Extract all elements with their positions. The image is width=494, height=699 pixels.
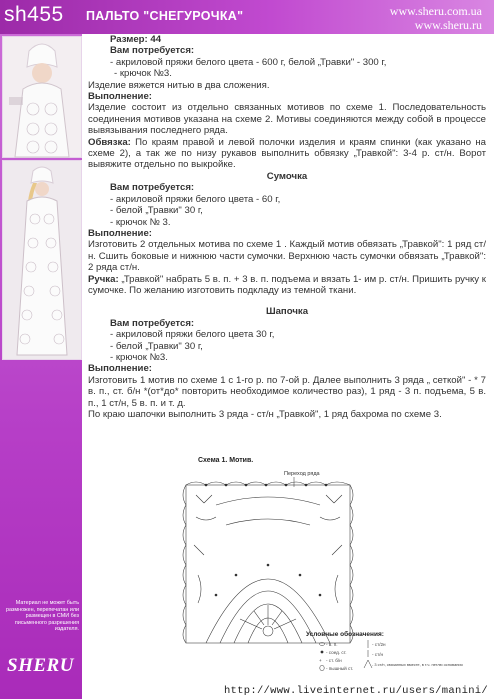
chain-stitch-icon <box>320 643 325 646</box>
legend-item-2: - соед. ст. <box>326 650 347 655</box>
hat-material-3: - крючок №3. <box>110 351 168 363</box>
hat-exec-heading: Выполнение: <box>88 363 152 375</box>
motif-chart-symbols <box>183 482 353 643</box>
bag-need-heading: Вам потребуется: <box>110 182 195 194</box>
coat-exec-heading: Выполнение: <box>88 91 152 103</box>
bag-exec-text: Изготовить 2 отдельных мотива по схеме 1 . Каждый мотив обвязать „Травкой": 1 ряд ст/н. Сшить боковые и нижнюю части сумочки. Верхнюю часть сумочки обвязать „Травкой": 2 ряда ст/н. <box>88 239 486 274</box>
legend-item-6: - ст/н <box>372 652 384 657</box>
hat-edge-text: По краю шапочки выполнить 3 ряда - ст/н „Травкой", 1 ряд бахрома по схеме 3. <box>88 409 442 420</box>
spacer <box>88 296 486 306</box>
coat-exec-text: Изделие состоит из отдельно связанных мотивов по схеме 1. Последовательность соединения мотивов указана на схеме 2. Мотивы соединяются между собой в процессе вывязывания последнего ряда. <box>88 102 486 137</box>
bag-title: Сумочка <box>266 170 308 182</box>
bag-material-2: - белой „Травки" 30 г, <box>110 205 203 217</box>
bag-handle-label: Ручка: <box>88 273 119 285</box>
coat-material-1: - акриловой пряжи белого цвета - 600 г, белой „Травки" - 300 г, <box>110 56 387 68</box>
legend-title: Условные обозначения: <box>306 631 384 638</box>
website-link-ru[interactable]: www.sheru.ru <box>414 18 482 32</box>
bag-handle-paragraph <box>88 274 486 297</box>
pattern-code: sh455 <box>4 3 64 26</box>
coat-note: Изделие вяжется нитью в два сложения. <box>88 79 270 91</box>
coat-border-label: Обвязка: <box>88 136 131 148</box>
coat-need-heading: Вам потребуется: <box>110 45 195 57</box>
coat-size: Размер: 44 <box>110 34 162 45</box>
hat-title: Шапочка <box>265 306 309 318</box>
hat-material-2: - белой „Травки" 30 г, <box>110 340 203 352</box>
legend-item-1: - в. п. <box>326 642 338 647</box>
brand-logo: SHERU <box>7 655 74 676</box>
legend-item-7: - 3 ст/н, связанных вместе, в т.ч. петлю основания <box>372 662 463 667</box>
coat-closeup-image <box>3 37 81 157</box>
bag-material-3: - крючок № 3. <box>110 216 171 228</box>
slip-stitch-icon <box>321 651 324 654</box>
photo-coat-full <box>2 160 82 360</box>
page-header <box>0 0 494 34</box>
puff-stitch-icon <box>320 665 324 671</box>
coat-border-text: По краям правой и левой полочки изделия и краям спинки (как указано на схеме 2), а так же по низу рукавов выполнить обвязку „Травкой": 3-4 р. ст/н. Ворот вывяжите отдельно по выкройке. <box>88 136 486 171</box>
motif-diagram <box>176 455 358 645</box>
bag-exec-heading: Выполнение: <box>88 227 152 239</box>
legend-item-3: - ст. б/н <box>326 658 342 663</box>
copyright-notice: Материал не может быть размножен, перепечатан или размещен в СМИ без письменного разрешения издателя. <box>6 600 79 633</box>
diagram-transition-label: Переход ряда <box>284 471 320 477</box>
pattern-title: ПАЛЬТО "СНЕГУРОЧКА" <box>86 9 244 23</box>
source-url[interactable]: http://www.liveinternet.ru/users/manini/ <box>223 685 488 697</box>
legend-item-5: - ст/2н <box>372 642 386 647</box>
coat-full-image <box>3 161 81 359</box>
coat-border-paragraph <box>88 137 486 171</box>
pattern-text <box>88 34 486 420</box>
website-link-ua[interactable]: www.sheru.com.ua <box>389 4 482 18</box>
hat-exec-text: Изготовить 1 мотив по схеме 1 с 1-го р. по 7-ой р. Далее выполнить 3 ряда „ сеткой" - * 7 в. п., ст. б/н *(от*до* повторить необходимое количество раз), 1 ряд - 3 п. подъема, 5 в. п., 1 ст/н, 5 в. п. и т. д. <box>88 374 486 409</box>
coat-material-2: - крючок №3. <box>114 68 172 80</box>
bag-handle-text: „Травкой" набрать 5 в. п. + 3 в. п. подъема и вязать 1- им р. ст/н. Пришить ручку к сумочке. По желанию изготовить подкладу из темной ткани. <box>88 273 486 296</box>
photo-coat-closeup <box>2 36 82 158</box>
motif-chart-dots <box>205 484 328 597</box>
hat-material-1: - акриловой пряжи белого цвета 30 г, <box>110 329 275 341</box>
legend-item-4: - пышный ст. <box>326 666 354 671</box>
single-crochet-icon: + <box>319 658 322 663</box>
diagram-title: Схема 1. Мотив. <box>198 457 254 464</box>
hat-need-heading: Вам потребуется: <box>110 317 195 329</box>
cluster-stitch-icon <box>364 660 372 668</box>
bag-material-1: - акриловой пряжи белого цвета - 60 г, <box>110 193 281 205</box>
